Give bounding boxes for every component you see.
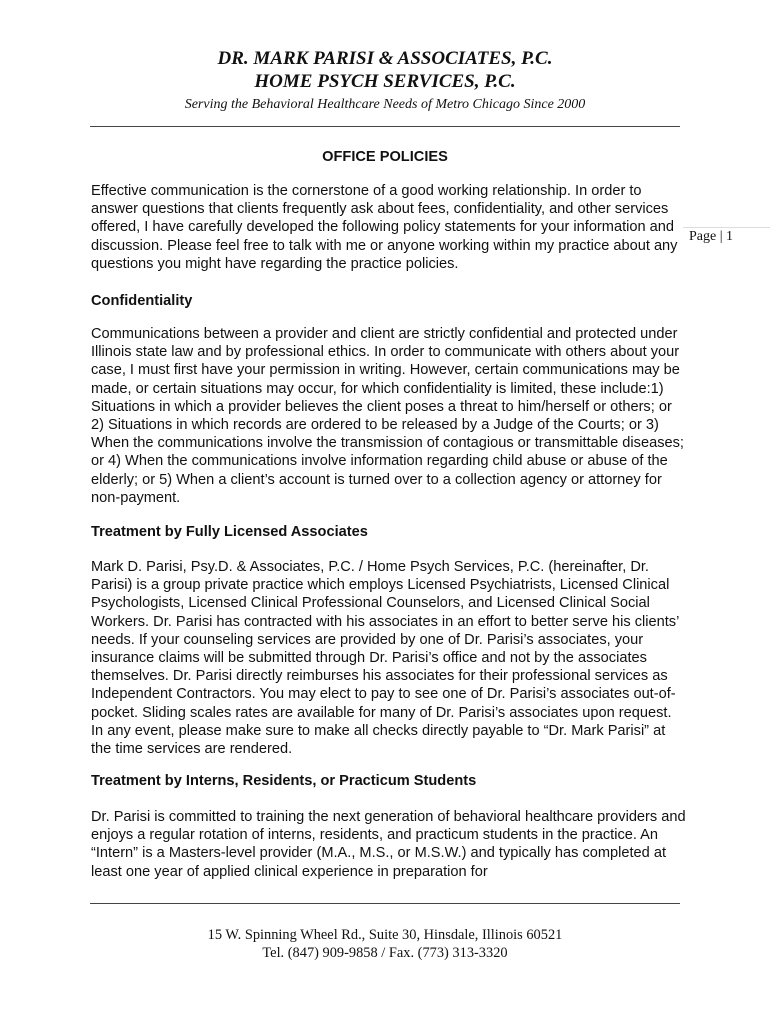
letterhead-tagline: Serving the Behavioral Healthcare Needs of Metro Chicago Since 2000 (184, 97, 586, 112)
intro-paragraph: Effective communication is the cornerstone of a good working relationship. In order to answer questions that clients frequently ask about fees, confidentiality, and other services offered, I have carefully developed the following policy statements for your information and discussion. Please feel free to talk with me or anyone working within my practice about any questions you might have regarding the practice policies. (91, 183, 678, 272)
header-divider (90, 126, 680, 127)
page-number: Page | 1 (689, 229, 734, 244)
document-title: OFFICE POLICIES (322, 149, 448, 165)
letterhead-subtitle: HOME PSYCH SERVICES, P.C. (254, 71, 516, 92)
section-text-licensed-associates: Mark D. Parisi, Psy.D. & Associates, P.C. / Home Psych Services, P.C. (hereinafter, Dr. Parisi) is a group private practice which employs Licensed Psychiatrists, Licensed Clinical Psychologists, Licensed Clinical Professional Counselors, and Licensed Clinical Social Workers. Dr. Parisi has contracted with his associates in an effort to better serve his clients’ needs. If your counseling services are provided by one of Dr. Parisi’s associates, your insurance claims will be submitted through Dr. Parisi’s office and not by the associates themselves. Dr. Parisi directly reimburses his associates for their professional services as Independent Contractors. You may elect to pay to see one of Dr. Parisi’s associates out-of-pocket. Sliding scales rates are available for many of Dr. Parisi’s associates upon request. In any event, please make sure to make all checks directly payable to “Dr. Mark Parisi” at the time services are rendered. (91, 559, 679, 758)
footer-address: 15 W. Spinning Wheel Rd., Suite 30, Hinsdale, Illinois 60521 (207, 927, 563, 943)
page-number-divider (683, 227, 770, 228)
section-heading-interns: Treatment by Interns, Residents, or Practicum Students (91, 773, 477, 789)
section-text-interns: Dr. Parisi is committed to training the next generation of behavioral healthcare providers and enjoys a regular rotation of interns, residents, and practicum students in the practice. An “Intern” is a Masters-level provider (M.A., M.S., or M.S.W.) and typically has completed at least one year of applied clinical experience in preparation for (91, 809, 686, 880)
section-text-confidentiality: Communications between a provider and client are strictly confidential and protected under Illinois state law and by professional ethics. In order to communicate with others about your case, I must first have your permission in writing. However, certain communications may be made, or certain situations may occur, for which confidentiality is limited, these include:1) Situations in which a provider believes the client poses a threat to him/herself or others; or 2) Situations in which records are ordered to be released by a Judge of the Courts; or 3) When the communications involve the transmission of contagious or transmittable diseases; or 4) When the communications involve information regarding child abuse or abuse of the elderly; or 5) When a client’s account is turned over to a collection agency or attorney for non-payment. (91, 326, 684, 506)
section-heading-confidentiality: Confidentiality (91, 293, 193, 309)
footer-divider (90, 903, 680, 904)
letterhead-title: DR. MARK PARISI & ASSOCIATES, P.C. (217, 48, 553, 69)
footer-phone: Tel. (847) 909-9858 / Fax. (773) 313-3320 (262, 945, 508, 961)
section-heading-licensed-associates: Treatment by Fully Licensed Associates (91, 524, 368, 540)
